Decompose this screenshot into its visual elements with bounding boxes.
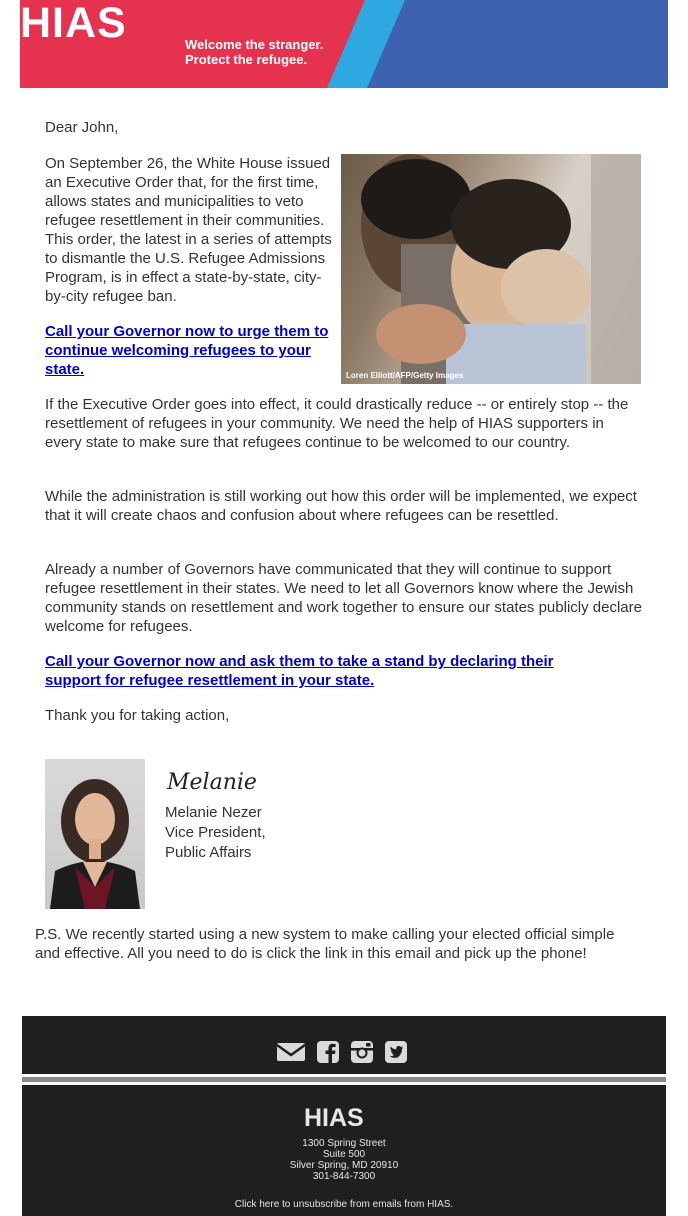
signature-text: Melanie bbox=[167, 770, 257, 795]
signature bbox=[165, 765, 265, 797]
twitter-icon[interactable] bbox=[384, 1040, 408, 1064]
signer-title-line-2: Public Affairs bbox=[165, 844, 252, 861]
unsubscribe-row bbox=[22, 1199, 666, 1210]
footer-logo-text: HIAS bbox=[304, 1104, 364, 1129]
email-icon[interactable] bbox=[276, 1040, 306, 1064]
paragraph-3: While the administration is still working out how this order will be implemented, we expect that it will create chaos and confusion about where refugees can be resettled. bbox=[45, 488, 637, 524]
unsubscribe-link[interactable]: Click here to unsubscribe from emails from HIAS. bbox=[234, 1199, 454, 1210]
signer-title-line-1: Vice President, bbox=[165, 824, 266, 841]
paragraph-2: If the Executive Order goes into effect, it could drastically reduce -- or entirely stop -- the resettlement of refugees in your community. We need the help of HIAS supporters in every state to make sure that refugees continue to be welcomed to our country. bbox=[45, 396, 629, 451]
tagline-line-2: Protect the refugee. bbox=[185, 52, 308, 67]
call-governor-link-2[interactable]: Call your Governor now and ask them to take a stand by declaring their support for refugee resettlement in your state. bbox=[45, 653, 554, 689]
signer-name: Melanie Nezer bbox=[165, 804, 262, 821]
address-line-2: Suite 500 bbox=[322, 1149, 366, 1160]
hias-logo bbox=[20, 0, 160, 42]
photo-illustration bbox=[341, 154, 641, 384]
facebook-icon[interactable] bbox=[316, 1040, 340, 1064]
social-footer bbox=[22, 1016, 666, 1074]
portrait-illustration bbox=[45, 759, 145, 909]
postscript: P.S. We recently started using a new system to make calling your elected official simple and effective. All you need to do is click the link in this email and pick up the phone! bbox=[35, 926, 615, 962]
hias-logo-text: HIAS bbox=[20, 0, 127, 42]
photo-credit: Loren Elliott/AFP/Getty Images bbox=[346, 371, 464, 380]
refugee-photo bbox=[341, 154, 641, 384]
tagline-line-1: Welcome the stranger. bbox=[185, 37, 324, 52]
instagram-icon[interactable] bbox=[350, 1040, 374, 1064]
signer-portrait bbox=[45, 759, 145, 909]
footer-divider bbox=[22, 1077, 666, 1082]
call-governor-link-1[interactable]: Call your Governor now to urge them to continue welcoming refugees to your state. bbox=[45, 323, 329, 378]
footer-hias-logo bbox=[304, 1104, 384, 1129]
banner-tagline bbox=[185, 37, 323, 67]
greeting: Dear John, bbox=[45, 119, 119, 136]
phone-number: 301-844-7300 bbox=[312, 1171, 376, 1182]
paragraph-1: On September 26, the White House issued an Executive Order that, for the first time, allows states and municipalities to veto refugee resettlement in their communities. This order, the latest in a series of attempts to dismantle the U.S. Refugee Admissions Program, is in effect a state-by-state, city-by-city refugee ban. bbox=[45, 155, 332, 305]
signer-block bbox=[165, 803, 266, 863]
closing: Thank you for taking action, bbox=[45, 707, 230, 724]
paragraph-4: Already a number of Governors have communicated that they will continue to support refugee resettlement in their states. We need to let all Governors know where the Jewish community stands on resettlement and work together to ensure our states publicly declare welcome for refugees. bbox=[45, 561, 642, 635]
header-banner bbox=[20, 0, 668, 88]
address-line-3: Silver Spring, MD 20910 bbox=[289, 1160, 399, 1171]
address-line-1: 1300 Spring Street bbox=[302, 1138, 386, 1149]
